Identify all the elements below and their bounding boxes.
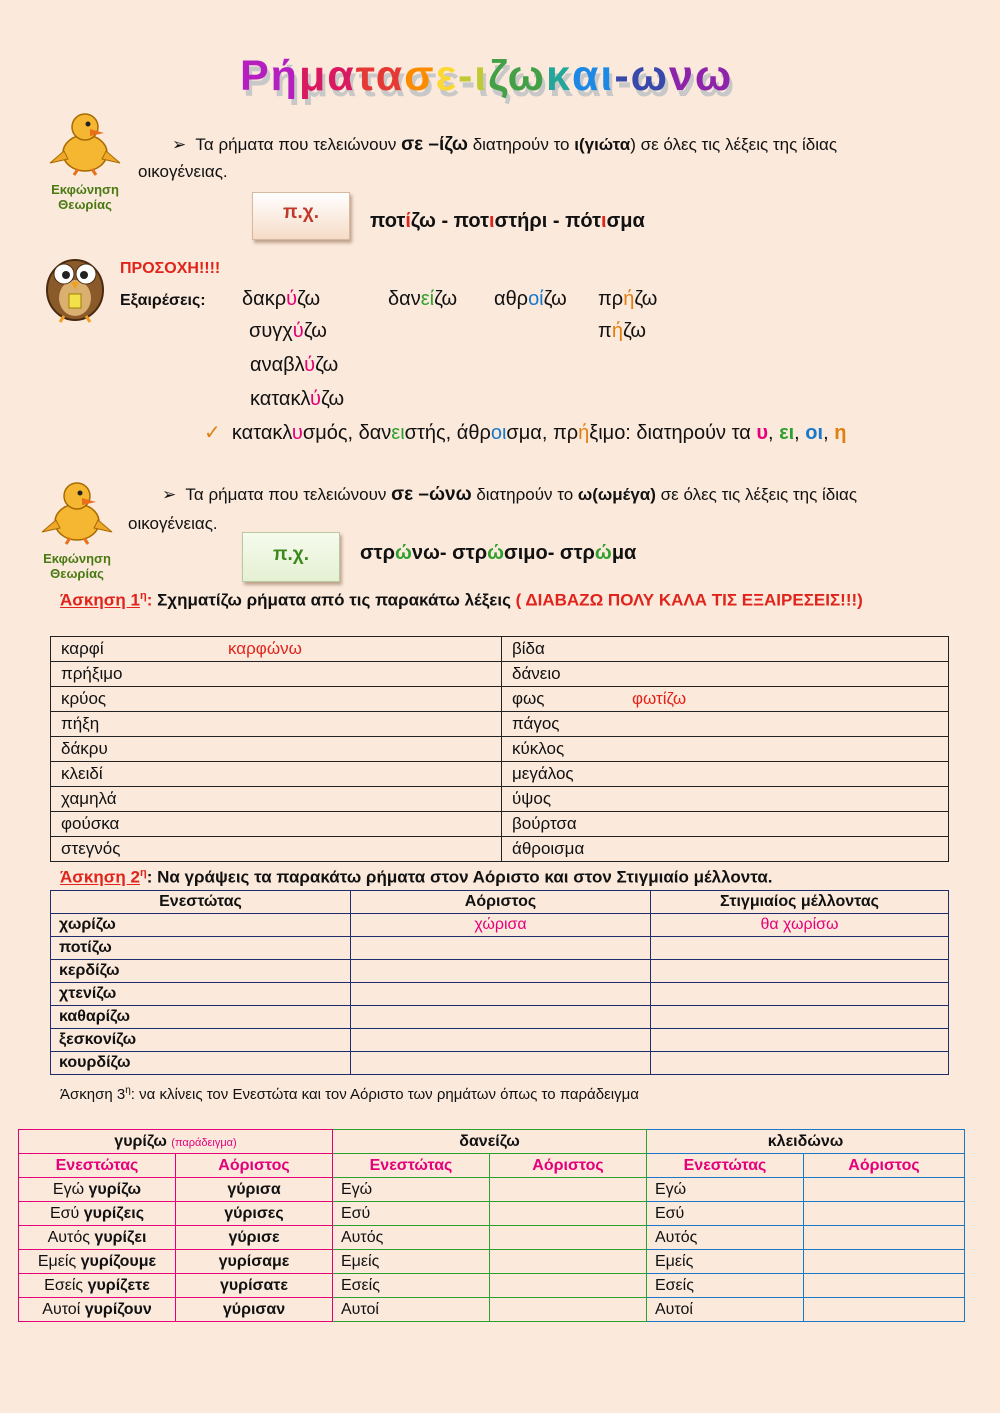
noun: στεγνός [61, 839, 121, 858]
word-cell [502, 837, 949, 862]
example-present-cell: Εμείς γυρίζουμε [19, 1250, 176, 1274]
rule-1-line-1: ➢ Τα ρήματα που τελειώνουν σε –ίζω διατηρούν το ι(γιώτα) σε όλες τις λέξεις της ίδιας [172, 134, 838, 155]
header-future: Στιγμιαίος μέλλοντας [651, 891, 949, 914]
table-row [19, 1274, 965, 1298]
title-part: -ω [614, 52, 670, 100]
table-row [19, 1250, 965, 1274]
exception-word-1: δακρύζω [242, 288, 321, 310]
present-input[interactable]: Εμείς [647, 1250, 804, 1274]
noun: πρήξιμο [61, 664, 123, 683]
arrow-bullet-icon: ➢ [172, 135, 187, 154]
word-cell [502, 787, 949, 812]
word-cell [51, 837, 502, 862]
table-row [51, 637, 949, 662]
example-present-cell: Αυτός γυρίζει [19, 1226, 176, 1250]
table-row [51, 983, 949, 1006]
aorist-input[interactable] [804, 1250, 965, 1274]
title-part: μα [298, 52, 356, 100]
subheader-present-1: Ενεστώτας [19, 1154, 176, 1178]
table-row [19, 1226, 965, 1250]
title-part: τα [355, 52, 405, 100]
duck-icon [32, 474, 122, 546]
noun: βίδα [512, 639, 545, 658]
present-input[interactable]: Εσείς [647, 1274, 804, 1298]
word-cell [502, 662, 949, 687]
aorist-input[interactable] [490, 1250, 647, 1274]
theory-mascot-2 [32, 474, 122, 581]
aorist-input[interactable] [804, 1178, 965, 1202]
rule-2-line-2: οικογένειας. [128, 514, 218, 533]
future-input[interactable] [651, 1052, 949, 1075]
check-icon: ✓ [204, 422, 221, 444]
future-input[interactable] [651, 960, 949, 983]
exception-word-6: πήζω [598, 320, 647, 342]
word-cell [51, 737, 502, 762]
title-part: νω [669, 52, 734, 100]
table-row [19, 1298, 965, 1322]
table-row [51, 1006, 949, 1029]
exercise-3-table [18, 1129, 965, 1322]
noun: φούσκα [61, 814, 120, 833]
future-input[interactable] [651, 1006, 949, 1029]
word-cell [502, 737, 949, 762]
example-words-1: ποτίζω - ποτιστήρι - πότισμα [370, 210, 645, 232]
rule-1-line-2: οικογένειας. [138, 162, 228, 181]
noun: δάκρυ [61, 739, 108, 758]
aorist-input[interactable] [490, 1226, 647, 1250]
example-label-2: π.χ. [242, 532, 340, 582]
title-part: κ [545, 52, 572, 100]
table-row [51, 687, 949, 712]
word-cell [502, 712, 949, 737]
example-present-cell: Εσύ γυρίζεις [19, 1202, 176, 1226]
verb-cell: χτενίζω [51, 983, 351, 1006]
aorist-input[interactable] [804, 1202, 965, 1226]
word-cell [51, 762, 502, 787]
table-row [19, 1202, 965, 1226]
verb-header-1: γυρίζω (παράδειγμα) [19, 1130, 333, 1154]
subheader-present-3: Ενεστώτας [647, 1154, 804, 1178]
theory-caption-2b: Θεωρίας [50, 566, 104, 581]
rule-2-line-1: ➢ Τα ρήματα που τελειώνουν σε –ώνω διατηρούν το ω(ωμέγα) σε όλες τις λέξεις της ίδιας [162, 484, 858, 505]
duck-icon [40, 105, 130, 177]
noun: ύψος [512, 789, 552, 808]
aorist-input[interactable] [351, 937, 651, 960]
present-input[interactable]: Αυτοί [647, 1298, 804, 1322]
exception-word-3: αθροίζω [494, 288, 567, 310]
table-row [51, 737, 949, 762]
noun: δάνειο [512, 664, 561, 683]
verb-header-3: κλειδώνω [647, 1130, 965, 1154]
example-present-cell: Εγώ γυρίζω [19, 1178, 176, 1202]
word-cell [51, 662, 502, 687]
present-input[interactable]: Εμείς [333, 1250, 490, 1274]
example-label-1: π.χ. [252, 192, 350, 240]
aorist-input[interactable] [351, 1052, 651, 1075]
present-input[interactable]: Εγώ [647, 1178, 804, 1202]
future-input[interactable]: θα χωρίσω [651, 914, 949, 937]
aorist-input[interactable] [351, 960, 651, 983]
table-row [51, 712, 949, 737]
noun: πάγος [512, 714, 560, 733]
noun: φως [512, 689, 545, 708]
verb-cell: ποτίζω [51, 937, 351, 960]
exception-word-8: κατακλύζω [250, 388, 345, 410]
word-cell [51, 687, 502, 712]
aorist-input[interactable]: χώρισα [351, 914, 651, 937]
title-part: Ρή [240, 52, 299, 100]
aorist-input[interactable] [351, 983, 651, 1006]
title-part: -ι [457, 52, 489, 100]
table-row [51, 787, 949, 812]
table-row [51, 662, 949, 687]
word-cell [502, 687, 949, 712]
word-cell [51, 712, 502, 737]
answer-input[interactable]: φωτίζω [632, 689, 687, 708]
noun: κλειδί [61, 764, 103, 783]
verb-header-2: δανείζω [333, 1130, 647, 1154]
aorist-input[interactable] [351, 1006, 651, 1029]
subheader-aorist-1: Αόριστος [176, 1154, 333, 1178]
word-cell [502, 637, 949, 662]
table-row [51, 1052, 949, 1075]
theory-mascot-1 [40, 105, 130, 212]
subheader-aorist-3: Αόριστος [804, 1154, 965, 1178]
noun: κρύος [61, 689, 107, 708]
arrow-bullet-icon: ➢ [162, 485, 177, 504]
verb-cell: ξεσκονίζω [51, 1029, 351, 1052]
noun: μεγάλος [512, 764, 574, 783]
noun: κύκλος [512, 739, 565, 758]
noun: βούρτσα [512, 814, 577, 833]
table-row [19, 1178, 965, 1202]
exceptions-label: Εξαιρέσεις: [120, 292, 206, 309]
table-row [51, 812, 949, 837]
header-present: Ενεστώτας [51, 891, 351, 914]
theory-caption-1: Εκφώνηση [51, 182, 119, 197]
noun: άθροισμα [512, 839, 585, 858]
aorist-input[interactable] [490, 1178, 647, 1202]
exercise-3-heading: Άσκηση $3^\eta$: να κλίνεις τον Ενεστώτα και τον Αόριστο των ρημάτων όπως το παράδειγμα [60, 1085, 639, 1103]
aorist-input[interactable] [351, 1029, 651, 1052]
theory-caption-2: Θεωρίας [58, 197, 112, 212]
attention-label: ΠΡΟΣΟΧΗ!!!! [120, 260, 221, 277]
owl-icon [40, 246, 110, 326]
table-row [51, 960, 949, 983]
exercise-1-table [50, 636, 949, 862]
exercise-1-heading: Άσκηση $1^\eta$: Σχηματίζω ρήματα από τις παρακάτω λέξεις ( ΔΙΑΒΑΖΩ ΠΟΛΥ ΚΑΛΑ ΤΙΣ ΕΞΑΙΡΕΣΕΙΣ!!!) [60, 590, 863, 610]
exception-word-7: αναβλύζω [250, 354, 339, 376]
example-present-cell: Αυτοί γυρίζουν [19, 1298, 176, 1322]
title-part: σ [404, 52, 436, 100]
aorist-input[interactable] [804, 1226, 965, 1250]
table-row [51, 1029, 949, 1052]
exercise-2-heading: Άσκηση $2^\eta$: Να γράψεις τα παρακάτω ρήματα στον Αόριστο και στον Στιγμιαίο μέλλοντα. [60, 867, 773, 887]
present-input[interactable]: Εσύ [333, 1202, 490, 1226]
present-input[interactable]: Εσείς [333, 1274, 490, 1298]
table-row [51, 914, 949, 937]
noun: χαμηλά [61, 789, 117, 808]
exception-word-4: πρήζω [598, 288, 658, 310]
aorist-input[interactable] [490, 1202, 647, 1226]
verb-cell: χωρίζω [51, 914, 351, 937]
title-part: αι [571, 52, 615, 100]
exception-word-2: δανείζω [388, 288, 458, 310]
example-aorist-cell: γυρίσαμε [176, 1250, 333, 1274]
word-cell [51, 812, 502, 837]
word-cell [502, 812, 949, 837]
aorist-input[interactable] [804, 1274, 965, 1298]
theory-caption-1b: Εκφώνηση [43, 551, 111, 566]
present-input[interactable]: Αυτός [333, 1226, 490, 1250]
noun: πήξη [61, 714, 100, 733]
subheader-present-2: Ενεστώτας [333, 1154, 490, 1178]
verb-cell: καθαρίζω [51, 1006, 351, 1029]
example-aorist-cell: γύρισα [176, 1178, 333, 1202]
word-cell [51, 787, 502, 812]
exception-word-5: συγχύζω [249, 320, 327, 342]
title-part: ε [435, 52, 458, 100]
verb-cell: κουρδίζω [51, 1052, 351, 1075]
exercise-2-table [50, 890, 949, 1075]
verb-cell: κερδίζω [51, 960, 351, 983]
family-keep-line: ✓ κατακλυσμός, δανειστής, άθροισμα, πρήξιμο: διατηρούν τα υ, ει, οι, η [204, 422, 847, 444]
aorist-input[interactable] [804, 1298, 965, 1322]
word-cell [502, 762, 949, 787]
example-present-cell: Εσείς γυρίζετε [19, 1274, 176, 1298]
future-input[interactable] [651, 983, 949, 1006]
aorist-input[interactable] [490, 1298, 647, 1322]
example-aorist-cell: γυρίσατε [176, 1274, 333, 1298]
aorist-input[interactable] [490, 1274, 647, 1298]
table-row [51, 937, 949, 960]
example-words-2: στρώνω- στρώσιμο- στρώμα [360, 542, 637, 564]
example-aorist-cell: γύρισες [176, 1202, 333, 1226]
table-row [51, 837, 949, 862]
present-input[interactable]: Εγώ [333, 1178, 490, 1202]
future-input[interactable] [651, 937, 949, 960]
present-input[interactable]: Εσύ [647, 1202, 804, 1226]
table-row [51, 762, 949, 787]
example-aorist-cell: γύρισαν [176, 1298, 333, 1322]
owl-mascot [40, 246, 110, 331]
future-input[interactable] [651, 1029, 949, 1052]
title-part: ζω [488, 52, 546, 100]
example-aorist-cell: γύρισε [176, 1226, 333, 1250]
word-cell [51, 637, 502, 662]
answer-input[interactable]: καρφώνω [228, 639, 302, 658]
noun: καρφί [61, 639, 104, 658]
header-aorist: Αόριστος [351, 891, 651, 914]
subheader-aorist-2: Αόριστος [490, 1154, 647, 1178]
page-title [240, 52, 733, 101]
present-input[interactable]: Αυτός [647, 1226, 804, 1250]
present-input[interactable]: Αυτοί [333, 1298, 490, 1322]
